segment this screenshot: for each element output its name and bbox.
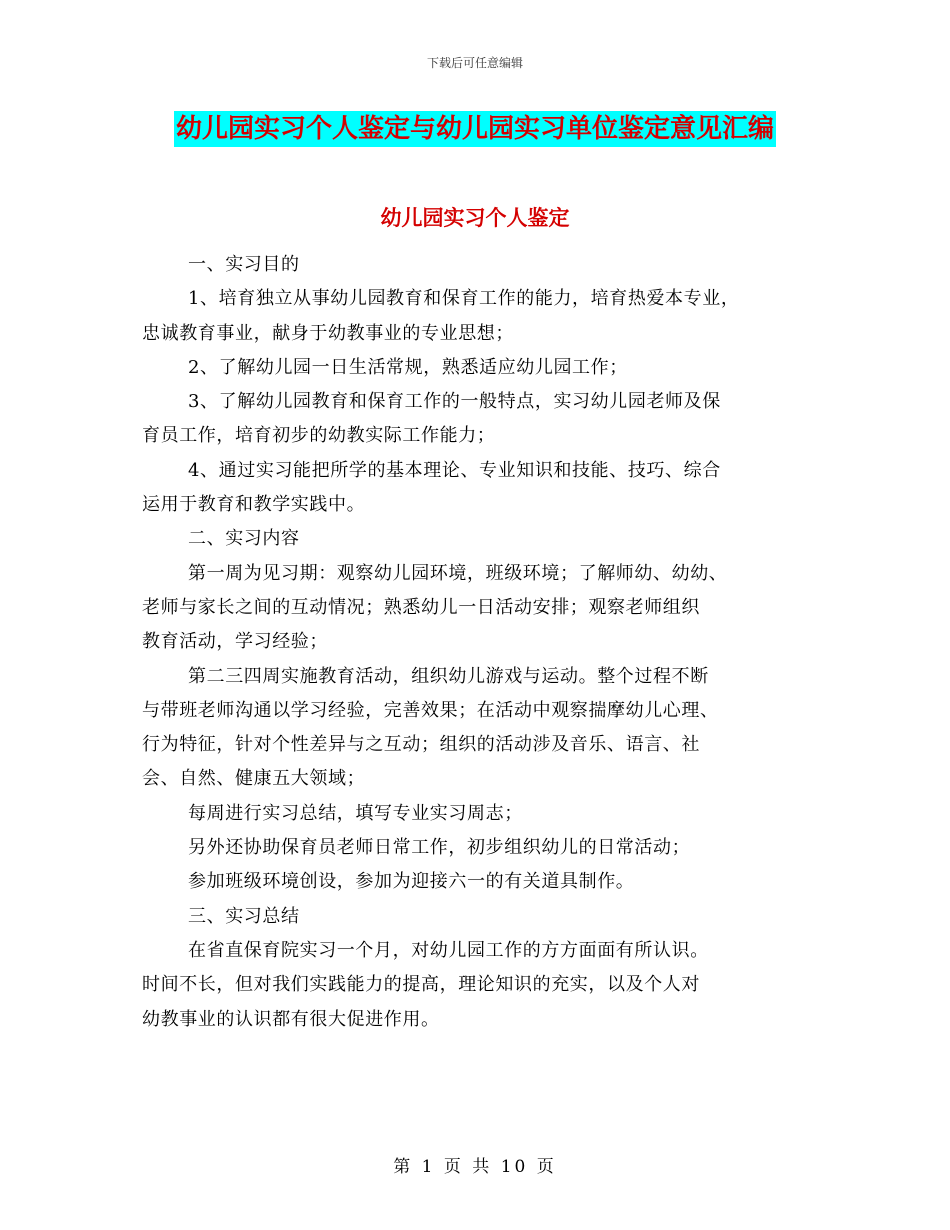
paragraph-line: 每周进行实习总结，填写专业实习周志； (188, 802, 523, 824)
main-title-container (0, 111, 950, 147)
paragraph-line: 忠诚教育事业，献身于幼教事业的专业思想； (142, 322, 514, 344)
paragraph-line: 育员工作，培育初步的幼教实际工作能力； (142, 425, 496, 447)
paragraph-line: 老师与家长之间的互动情况；熟悉幼儿一日活动安排；观察老师组织 (142, 596, 700, 618)
paragraph-line: 与带班老师沟通以学习经验，完善效果；在活动中观察揣摩幼儿心理、 (142, 699, 719, 721)
paragraph-line: 第一周为见习期：观察幼儿园环境，班级环境；了解师幼、幼幼、 (188, 562, 728, 584)
paragraph-line: 时间不长，但对我们实践能力的提高，理论知识的充实，以及个人对 (142, 974, 700, 996)
header-note: 下载后可任意编辑 (426, 56, 523, 70)
section-title: 幼儿园实习个人鉴定 (380, 206, 570, 230)
heading-purpose: 一、实习目的 (188, 254, 300, 275)
heading-summary: 三、实习总结 (188, 905, 300, 927)
heading-content: 二、实习内容 (188, 528, 300, 550)
paragraph-line: 2、了解幼儿园一日生活常规，熟悉适应幼儿园工作； (188, 356, 628, 378)
paragraph-line: 3、了解幼儿园教育和保育工作的一般特点，实习幼儿园老师及保 (188, 391, 721, 413)
paragraph-line: 教育活动，学习经验； (142, 631, 328, 653)
paragraph-line: 第二三四周实施教育活动，组织幼儿游戏与运动。整个过程不断 (188, 665, 709, 687)
paragraph-line: 会、自然、健康五大领域； (142, 768, 366, 790)
paragraph-line: 运用于教育和教学实践中。 (142, 494, 366, 516)
paragraph-line: 另外还协助保育员老师日常工作，初步组织幼儿的日常活动； (188, 837, 691, 859)
paragraph-line: 幼教事业的认识都有很大促进作用。 (142, 1008, 440, 1030)
main-title: 幼儿园实习个人鉴定与幼儿园实习单位鉴定意见汇编 (174, 111, 776, 147)
paragraph-line: 4、通过实习能把所学的基本理论、专业知识和技能、技巧、综合 (188, 459, 721, 481)
paragraph-line: 参加班级环境创设，参加为迎接六一的有关道具制作。 (188, 871, 635, 893)
paragraph-line: 在省直保育院实习一个月，对幼儿园工作的方方面面有所认识。 (188, 939, 709, 961)
page-footer: 第 1 页 共 10 页 (393, 1157, 557, 1177)
paragraph-line: 1、培育独立从事幼儿园教育和保育工作的能力，培育热爱本专业， (188, 288, 740, 310)
paragraph-line: 行为特征，针对个性差异与之互动；组织的活动涉及音乐、语言、社 (142, 734, 700, 756)
body-text (142, 248, 814, 1037)
